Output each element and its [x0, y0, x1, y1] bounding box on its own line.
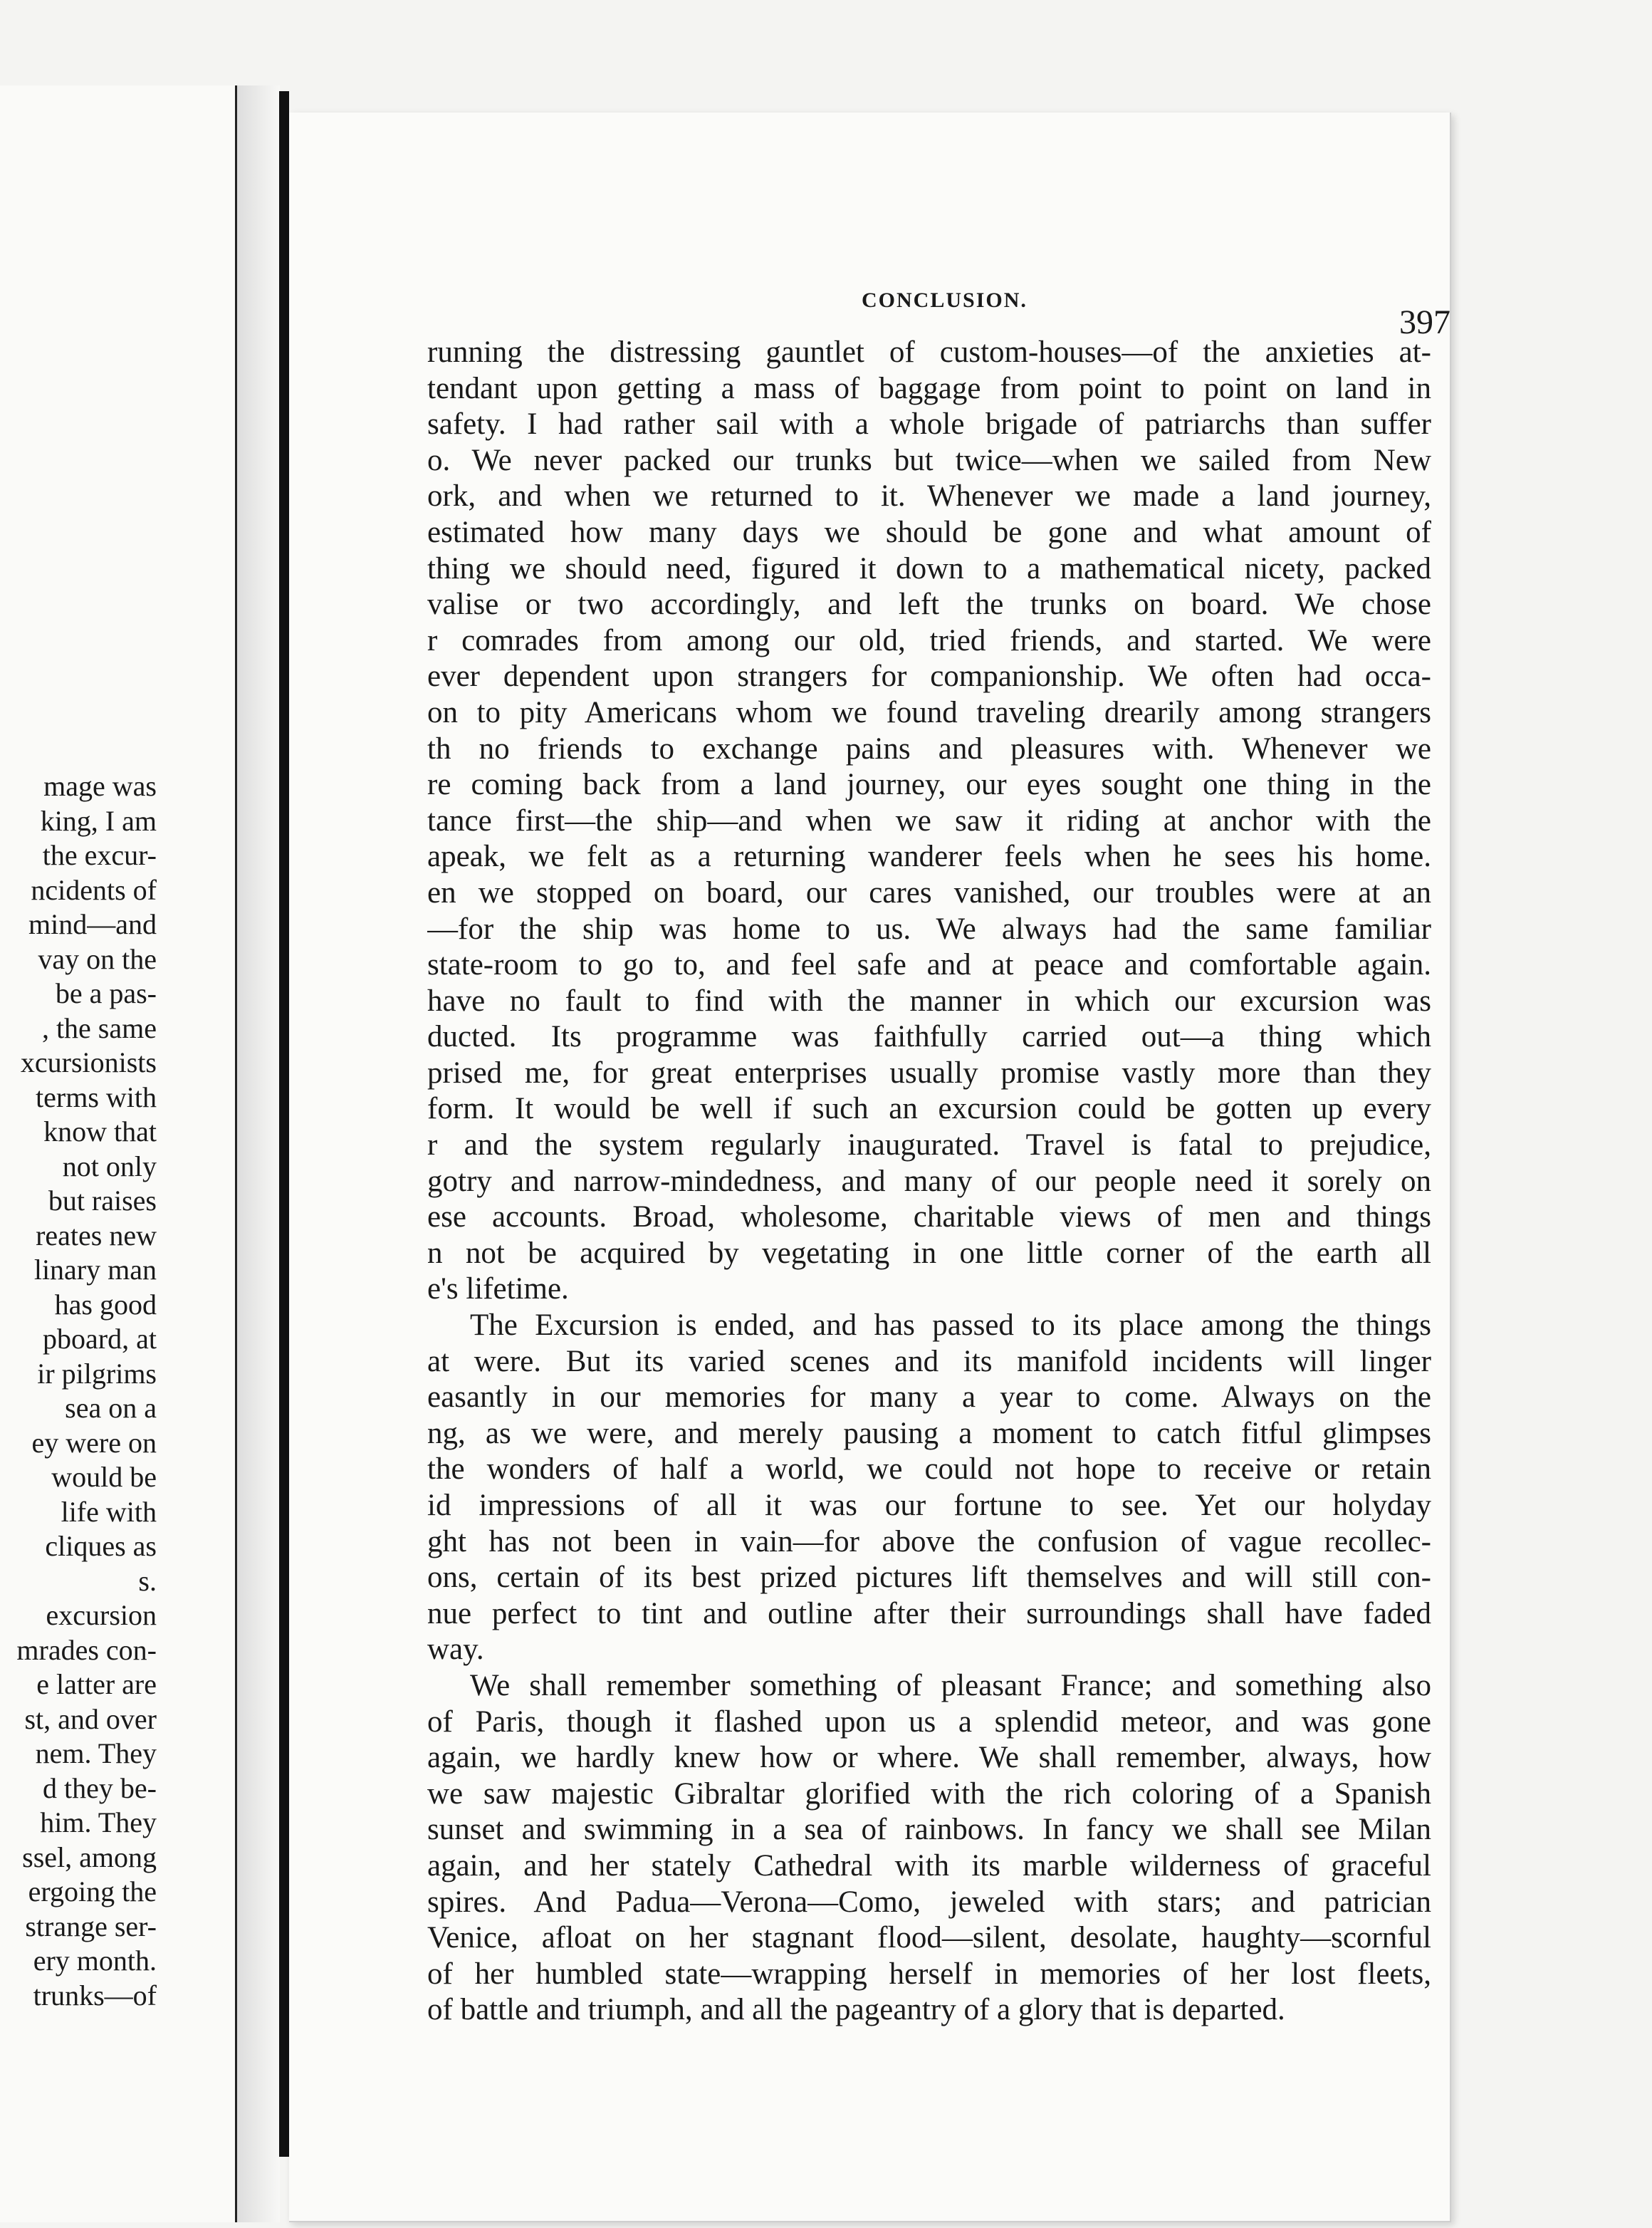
left-text-line-content: trunks—of — [33, 1979, 157, 2011]
left-text-line-content: ncidents of — [31, 873, 157, 906]
left-text-line — [0, 1841, 235, 1875]
body-text-line: ng, as we were, and merely pausing a moment to catch fitful glimpses — [427, 1416, 1431, 1450]
left-text-line-content: would be — [51, 1461, 157, 1493]
body-text-line: form. It would be well if such an excursion could be gotten up every — [427, 1092, 1431, 1126]
left-text-line — [0, 1979, 235, 2014]
left-text-line-content: not only — [62, 1150, 157, 1182]
left-text-line — [0, 1426, 235, 1461]
left-text-line — [0, 1806, 235, 1841]
left-text-line — [0, 1495, 235, 1530]
left-text-line — [0, 1115, 235, 1150]
body-text-line: r and the system regularly inaugurated. Travel is fatal to prejudice, — [427, 1128, 1431, 1162]
left-text-line-content: ergoing the — [28, 1875, 157, 1907]
left-text-line-content: e latter are — [36, 1668, 157, 1700]
left-text-line — [0, 1564, 235, 1599]
left-text-line — [0, 1771, 235, 1806]
left-page-text — [0, 769, 235, 2013]
binding-edge — [279, 91, 289, 2157]
left-text-line — [0, 1702, 235, 1737]
running-head: CONCLUSION. — [862, 288, 1028, 312]
left-text-line-content: nem. They — [35, 1737, 157, 1769]
left-text-line-content: him. They — [40, 1806, 157, 1838]
left-text-line — [0, 1944, 235, 1979]
left-text-line-content: life with — [61, 1495, 157, 1528]
body-text-line: thing we should need, figured it down to a mathematical nicety, packed — [427, 551, 1431, 585]
left-text-line-content: terms with — [36, 1081, 157, 1113]
body-text-line: ese accounts. Broad, wholesome, charitable views of men and things — [427, 1200, 1431, 1234]
left-text-line — [0, 804, 235, 839]
left-text-line — [0, 1081, 235, 1115]
left-text-line-content: mind—and — [28, 908, 157, 940]
body-text-line: at were. But its varied scenes and its manifold incidents will linger — [427, 1344, 1431, 1378]
body-text-line: tance first—the ship—and when we saw it riding at anchor with the — [427, 803, 1431, 838]
body-text-line: tendant upon getting a mass of baggage from point to point on land in — [427, 371, 1431, 405]
body-text-line: n not be acquired by vegetating in one little corner of the earth all — [427, 1236, 1431, 1270]
body-text-line: ons, certain of its best prized pictures lift themselves and will still con- — [427, 1561, 1431, 1595]
page-body-text — [427, 335, 1431, 2029]
left-text-line — [0, 942, 235, 977]
left-text-line — [0, 1875, 235, 1910]
left-text-line — [0, 1598, 235, 1633]
body-text-line: re coming back from a land journey, our eyes sought one thing in the — [427, 768, 1431, 802]
body-text-line: of Paris, though it flashed upon us a splendid meteor, and was gone — [427, 1704, 1431, 1739]
left-text-line — [0, 1219, 235, 1254]
left-text-line-content: pboard, at — [43, 1323, 157, 1355]
body-text-line: Venice, afloat on her stagnant flood—silent, desolate, haughty—scornful — [427, 1921, 1431, 1955]
body-text-line: o. We never packed our trunks but twice—when we sailed from New — [427, 443, 1431, 477]
body-text-line: r comrades from among our old, tried friends, and started. We were — [427, 623, 1431, 657]
body-text-line: easantly in our memories for many a year to come. Always on the — [427, 1380, 1431, 1415]
left-text-line-content: strange ser- — [25, 1910, 157, 1942]
left-text-line-content: linary man — [33, 1254, 157, 1286]
left-text-line — [0, 907, 235, 942]
left-text-line-content: be a pas- — [55, 977, 157, 1009]
body-text-line: —for the ship was home to us. We always had the same familiar — [427, 912, 1431, 946]
body-text-line: apeak, we felt as a returning wanderer feels when he sees his home. — [427, 840, 1431, 874]
left-text-line — [0, 1529, 235, 1564]
body-text-line: th no friends to exchange pains and pleasures with. Whenever we — [427, 732, 1431, 766]
left-text-line-content: excursion — [46, 1599, 157, 1631]
body-text-line: we saw majestic Gibraltar glorified with the rich coloring of a Spanish — [427, 1776, 1431, 1811]
body-text-line: again, we hardly knew how or where. We shall remember, always, how — [427, 1741, 1431, 1775]
left-text-line — [0, 838, 235, 873]
body-text-line: sunset and swimming in a sea of rainbows. In fancy we shall see Milan — [427, 1813, 1431, 1847]
left-text-line — [0, 1391, 235, 1426]
body-text-line: ducted. Its programme was faithfully carried out—a thing which — [427, 1020, 1431, 1054]
body-text-line: again, and her stately Cathedral with its marble wilderness of graceful — [427, 1848, 1431, 1883]
left-text-line — [0, 873, 235, 908]
body-text-line: state-room to go to, and feel safe and at peace and comfortable again. — [427, 948, 1431, 982]
body-text-line: ork, and when we returned to it. Whenever we made a land journey, — [427, 479, 1431, 514]
body-text-line: estimated how many days we should be gone and what amount of — [427, 515, 1431, 549]
left-text-line-content: vay on the — [38, 942, 157, 975]
left-text-line — [0, 1910, 235, 1945]
left-text-line-content: the excur- — [42, 839, 157, 871]
left-text-line — [0, 1253, 235, 1288]
body-text-line: running the distressing gauntlet of custom-houses—of the anxieties at- — [427, 335, 1431, 369]
body-text-line: of her humbled state—wrapping herself in memories of her lost fleets, — [427, 1957, 1431, 1991]
body-text-line: prised me, for great enterprises usually promise vastly more than they — [427, 1056, 1431, 1090]
body-text-line: gotry and narrow-mindedness, and many of our people need it sorely on — [427, 1164, 1431, 1198]
left-text-line-content: st, and over — [24, 1702, 157, 1735]
left-text-line — [0, 1737, 235, 1771]
left-text-line — [0, 1011, 235, 1046]
left-text-line-content: mrades con- — [16, 1633, 157, 1666]
body-text-line: ght has not been in vain—for above the confusion of vague recollec- — [427, 1524, 1431, 1558]
body-text-line: id impressions of all it was our fortune to see. Yet our holyday — [427, 1489, 1431, 1522]
left-text-line-content: cliques as — [45, 1530, 157, 1562]
body-text-line: e's lifetime. — [427, 1272, 569, 1306]
left-text-line-content: s. — [138, 1564, 157, 1597]
left-text-line-content: , the same — [41, 1011, 157, 1044]
body-text-line: spires. And Padua—Verona—Como, jeweled with stars; and patrician — [427, 1885, 1431, 1919]
left-text-line — [0, 1150, 235, 1185]
left-page — [0, 85, 237, 2222]
left-text-line-content: ery month. — [33, 1945, 157, 1977]
body-text-line: way. — [427, 1633, 484, 1667]
body-text-line: valise or two accordingly, and left the trunks on board. We chose — [427, 588, 1431, 622]
left-text-line-content: has good — [54, 1288, 157, 1321]
left-text-line — [0, 1633, 235, 1668]
left-text-line-content: reates new — [36, 1219, 157, 1251]
body-text-line: of battle and triumph, and all the pageantry of a glory that is departed. — [427, 1993, 1285, 2027]
left-text-line-content: ir pilgrims — [37, 1357, 157, 1390]
body-text-line: We shall remember something of pleasant France; and something also — [470, 1668, 1431, 1702]
left-text-line — [0, 977, 235, 1011]
book-gutter — [237, 85, 280, 2222]
left-text-line-content: mage was — [43, 770, 157, 802]
body-text-line: on to pity Americans whom we found traveling drearily among strangers — [427, 695, 1431, 729]
body-text-line: safety. I had rather sail with a whole brigade of patriarchs than suffer — [427, 407, 1431, 442]
left-text-line-content: sea on a — [65, 1392, 157, 1424]
page-number: 397 — [1399, 303, 1450, 341]
body-text-line: the wonders of half a world, we could not hope to receive or retain — [427, 1452, 1431, 1487]
body-text-line: nue perfect to tint and outline after their surroundings shall have faded — [427, 1596, 1431, 1630]
left-text-line — [0, 1288, 235, 1323]
left-text-line-content: d they be- — [43, 1771, 157, 1804]
left-text-line — [0, 1460, 235, 1495]
left-text-line — [0, 1357, 235, 1392]
left-text-line — [0, 1046, 235, 1081]
left-text-line — [0, 1322, 235, 1357]
body-text-line: en we stopped on board, our cares vanished, our troubles were at an — [427, 875, 1431, 910]
body-text-line: have no fault to find with the manner in which our excursion was — [427, 984, 1431, 1018]
left-text-line — [0, 1667, 235, 1702]
left-text-line-content: ey were on — [31, 1426, 157, 1459]
left-text-line — [0, 1184, 235, 1219]
left-text-line-content: ssel, among — [22, 1841, 157, 1873]
left-text-line-content: know that — [43, 1115, 157, 1147]
left-text-line-content: king, I am — [40, 804, 157, 837]
left-text-line-content: but raises — [48, 1185, 157, 1217]
body-text-line: The Excursion is ended, and has passed to its place among the things — [470, 1308, 1431, 1343]
left-text-line — [0, 769, 235, 804]
body-text-line: ever dependent upon strangers for companionship. We often had occa- — [427, 660, 1431, 694]
left-text-line-content: xcursionists — [20, 1046, 157, 1078]
